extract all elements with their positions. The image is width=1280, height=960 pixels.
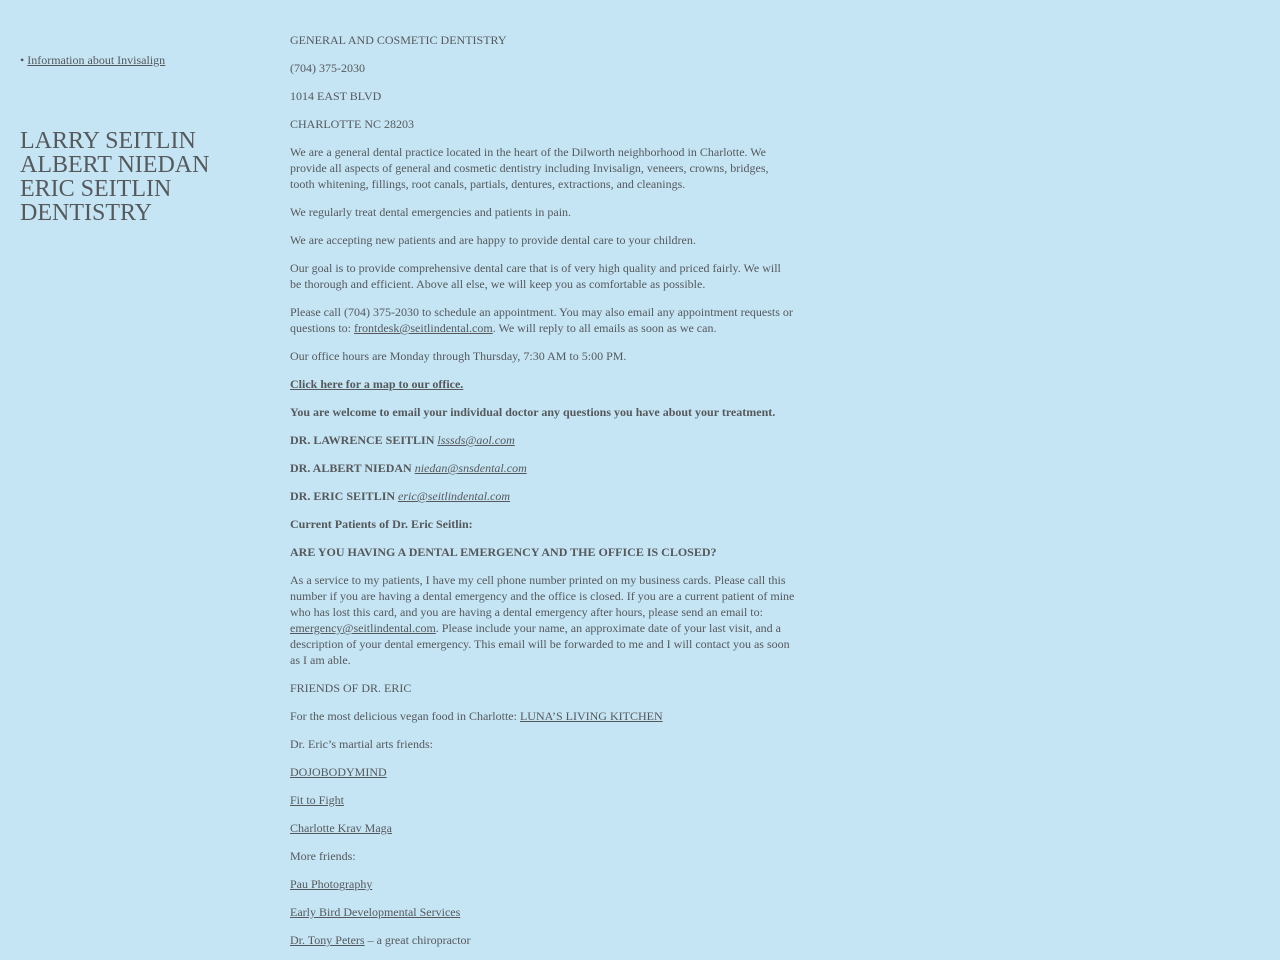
doctor-name: DR. LAWRENCE SEITLIN <box>290 433 435 447</box>
friend-link-row <box>290 904 795 920</box>
vegan-text: For the most delicious vegan food in Charlotte: <box>290 709 520 723</box>
friends-heading: FRIENDS OF DR. ERIC <box>290 681 412 695</box>
goal-paragraph: Our goal is to provide comprehensive dental care that is of very high quality and priced fairly. We will be thorough and efficient. Above all else, we will keep you as comfortable as possible. <box>290 261 781 291</box>
bullet: • <box>20 53 25 67</box>
site-title-line-2: ALBERT NIEDAN <box>20 152 210 178</box>
tony-peters-link[interactable]: Dr. Tony Peters <box>290 933 365 947</box>
doctor-name: DR. ALBERT NIEDAN <box>290 461 412 475</box>
office-hours: Our office hours are Monday through Thursday, 7:30 AM to 5:00 PM. <box>290 349 627 363</box>
chiropractor-text: – a great chiropractor <box>364 933 471 947</box>
doctor-row <box>290 488 795 504</box>
appointment-paragraph <box>290 304 795 336</box>
charlotte-krav-maga-link[interactable]: Charlotte Krav Maga <box>290 821 392 835</box>
site-title <box>20 129 260 225</box>
street-address: 1014 EAST BLVD <box>290 89 382 103</box>
emergencies-paragraph: We regularly treat dental emergencies and patients in pain. <box>290 205 572 219</box>
dojobodymind-link[interactable]: DOJOBODYMIND <box>290 765 387 779</box>
appointment-text: Please call (704) 375-2030 to schedule an appointment. You may also email any appointment requests or questions to: <box>290 305 793 335</box>
map-link[interactable]: Click here for a map to our office. <box>290 377 464 391</box>
map-paragraph <box>290 376 795 392</box>
fit-to-fight-link[interactable]: Fit to Fight <box>290 793 345 807</box>
phone-number: (704) 375-2030 <box>290 61 365 75</box>
site-title-line-3: ERIC SEITLIN <box>20 176 172 202</box>
pau-photography-link[interactable]: Pau Photography <box>290 877 373 891</box>
doctor-email-link[interactable]: lsssds@aol.com <box>437 433 515 447</box>
email-doctor-paragraph: You are welcome to email your individual doctor any questions you have about your treatment. <box>290 405 776 419</box>
emergency-paragraph <box>290 572 795 668</box>
page-heading: GENERAL AND COSMETIC DENTISTRY <box>290 33 507 47</box>
friend-link-row <box>290 820 795 836</box>
new-patients-paragraph: We are accepting new patients and are happy to provide dental care to your children. <box>290 233 696 247</box>
current-patients-heading: Current Patients of Dr. Eric Seitlin: <box>290 517 473 531</box>
site-title-line-4: DENTISTRY <box>20 200 152 226</box>
intro-paragraph: We are a general dental practice located in the heart of the Dilworth neighborhood in Charlotte. We provide all aspects of general and cosmetic dentistry including Invisalign, veneers, crowns, bridges, tooth whitening, fillings, root canals, partials, dentures, extractions, and cleanings. <box>290 145 769 191</box>
emergency-email-link[interactable]: emergency@seitlindental.com <box>290 621 436 635</box>
emergency-text-end: . Please include your name, an approximate date of your last visit, and a description of your dental emergency. This email will be forwarded to me and I will contact you as soon as I am able. <box>290 621 790 667</box>
friend-link-row <box>290 792 795 808</box>
appointment-text-end: . We will reply to all emails as soon as we can. <box>492 321 717 335</box>
invisalign-info-link[interactable]: Information about Invisalign <box>27 53 166 67</box>
doctor-row <box>290 460 795 476</box>
friend-link-row <box>290 764 795 780</box>
doctor-email-link[interactable]: eric@seitlindental.com <box>398 489 511 503</box>
emergency-question: ARE YOU HAVING A DENTAL EMERGENCY AND THE OFFICE IS CLOSED? <box>290 545 717 559</box>
main-content <box>290 32 795 960</box>
frontdesk-email-link[interactable]: frontdesk@seitlindental.com <box>354 321 493 335</box>
nav-item-invisalign <box>20 52 260 68</box>
friend-link-row <box>290 876 795 892</box>
doctor-row <box>290 432 795 448</box>
city-address: CHARLOTTE NC 28203 <box>290 117 414 131</box>
sidebar <box>20 52 260 225</box>
chiropractor-row <box>290 932 795 948</box>
martial-arts-label: Dr. Eric’s martial arts friends: <box>290 737 433 751</box>
lunas-kitchen-link[interactable]: LUNA’S LIVING KITCHEN <box>519 709 663 723</box>
emergency-text: As a service to my patients, I have my cell phone number printed on my business cards. Please call this number if you are having a dental emergency and the office is closed. If you are a current patient of mine who has lost this card, and you are having a dental emergency after hours, please send an email to: <box>290 573 795 619</box>
vegan-paragraph <box>290 708 795 724</box>
doctor-name: DR. ERIC SEITLIN <box>290 489 396 503</box>
more-friends-label: More friends: <box>290 849 356 863</box>
doctor-email-link[interactable]: niedan@snsdental.com <box>414 461 527 475</box>
early-bird-link[interactable]: Early Bird Developmental Services <box>290 905 461 919</box>
site-title-line-1: LARRY SEITLIN <box>20 128 196 154</box>
